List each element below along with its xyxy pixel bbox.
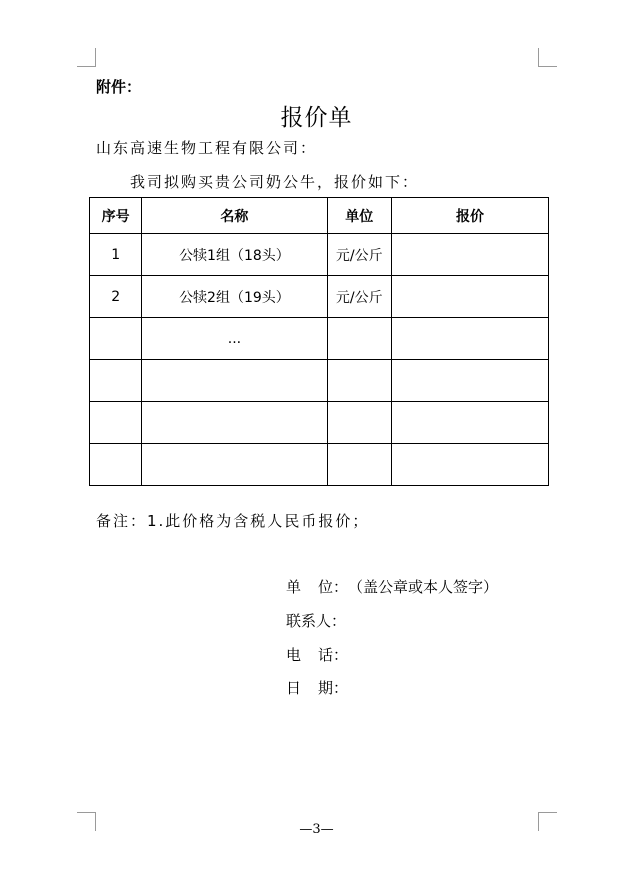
cell-index: 2 (90, 276, 142, 318)
signature-date-line (286, 677, 348, 698)
table-row (90, 234, 549, 276)
table-row (90, 360, 549, 402)
date-label: 日 期： (286, 679, 348, 697)
crop-mark-top-left (77, 48, 96, 67)
cell-name: 公犊1组（18头） (142, 234, 327, 276)
header-name: 名称 (142, 198, 327, 234)
table-row (90, 276, 549, 318)
cell-price[interactable] (391, 276, 548, 318)
table-row (90, 318, 549, 360)
signature-phone-line (286, 644, 348, 665)
contact-label: 联系人： (286, 612, 347, 630)
quote-table (89, 197, 549, 486)
cell-unit: 元/公斤 (327, 234, 391, 276)
cell-name (142, 444, 327, 486)
cell-index (90, 444, 142, 486)
cell-unit (327, 318, 391, 360)
cell-price[interactable] (391, 234, 548, 276)
cell-name (142, 402, 327, 444)
signature-unit-line (286, 576, 498, 597)
page-number: —3— (299, 822, 334, 837)
cell-unit (327, 444, 391, 486)
table-header-row (90, 198, 549, 234)
cell-price[interactable] (391, 444, 548, 486)
header-index: 序号 (90, 198, 142, 234)
cell-index (90, 402, 142, 444)
attachment-label: 附件： (96, 78, 142, 96)
cell-index: 1 (90, 234, 142, 276)
page-title: 报价单 (280, 105, 353, 131)
signature-contact-line (286, 610, 346, 631)
cell-price[interactable] (391, 360, 548, 402)
unit-value: （盖公章或本人签字） (348, 578, 499, 596)
cell-name: ... (142, 318, 327, 360)
cell-unit (327, 402, 391, 444)
cell-unit: 元/公斤 (327, 276, 391, 318)
remark-note: 备注：1.此价格为含税人民币报价； (96, 512, 370, 530)
cell-index (90, 360, 142, 402)
cell-price[interactable] (391, 402, 548, 444)
header-unit: 单位 (327, 198, 391, 234)
cell-price[interactable] (391, 318, 548, 360)
addressee: 山东高速生物工程有限公司： (96, 139, 318, 157)
crop-mark-top-right (538, 48, 557, 67)
table-row (90, 402, 549, 444)
phone-label: 电 话： (286, 646, 348, 664)
cell-unit (327, 360, 391, 402)
intro-text: 我司拟购买贵公司奶公牛，报价如下： (130, 173, 420, 191)
unit-label: 单 位： (286, 578, 348, 596)
cell-name: 公犊2组（19头） (142, 276, 327, 318)
cell-name (142, 360, 327, 402)
table-row (90, 444, 549, 486)
header-price: 报价 (391, 198, 548, 234)
cell-index (90, 318, 142, 360)
